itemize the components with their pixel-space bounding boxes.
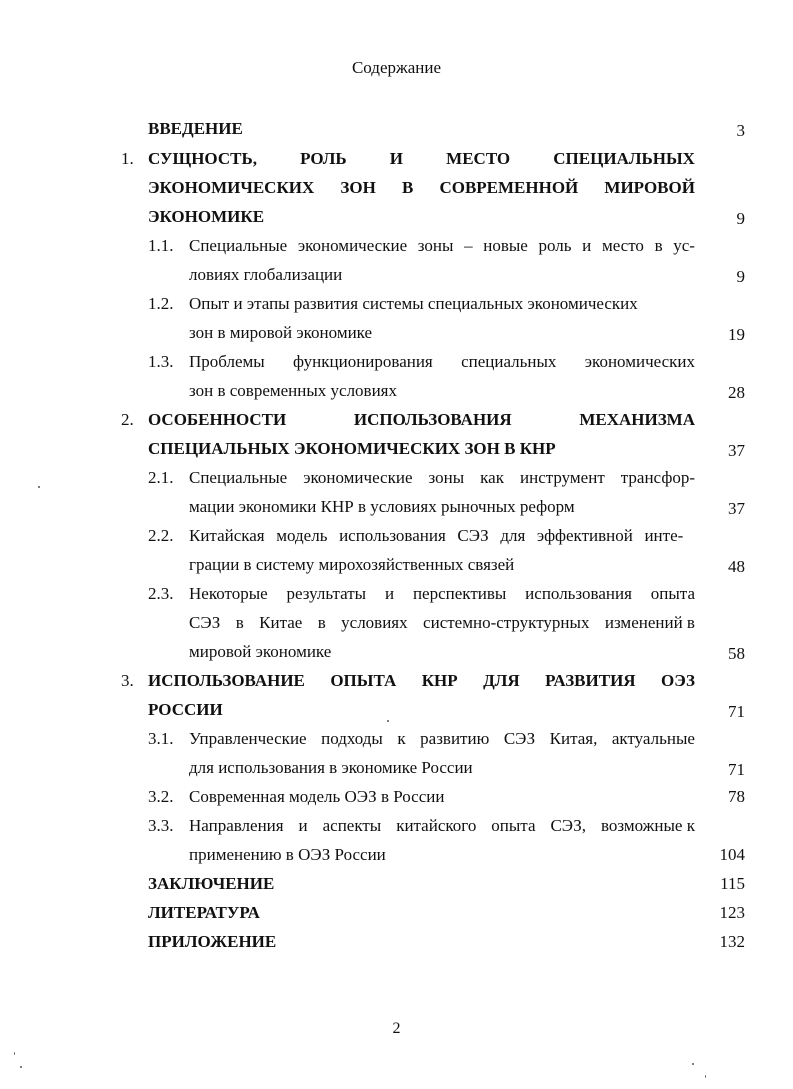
toc-1-1-w8: место bbox=[601, 236, 644, 255]
toc-conclusion-page: 115 bbox=[720, 874, 745, 893]
toc-1-3-number: 1.3. bbox=[148, 352, 174, 371]
toc-literature-page: 123 bbox=[719, 903, 745, 922]
toc-2-3-w9: Китае bbox=[259, 613, 303, 632]
toc-2-1-w4: как bbox=[480, 468, 504, 487]
toc-3-1-w3: к bbox=[397, 729, 406, 748]
toc-2-3-line1[interactable] bbox=[189, 584, 695, 604]
toc-2-3-w8: в bbox=[235, 613, 244, 632]
toc-3-3-w2: и bbox=[298, 816, 308, 835]
toc-3-3-w3: аспекты bbox=[322, 816, 382, 835]
toc-3-2-page: 78 bbox=[728, 787, 745, 806]
toc-ch1-number: 1. bbox=[121, 149, 134, 168]
scan-speck bbox=[705, 1075, 706, 1078]
toc-ch3-w1: ИСПОЛЬЗОВАНИЕ bbox=[148, 671, 305, 690]
toc-ch1-w2: РОЛЬ bbox=[300, 149, 347, 168]
toc-3-1-w7: актуальные bbox=[611, 729, 695, 748]
toc-2-3-w6: опыта bbox=[650, 584, 695, 603]
toc-ch3-line2[interactable]: РОССИИ bbox=[148, 700, 223, 719]
toc-appendix-title[interactable]: ПРИЛОЖЕНИЕ bbox=[148, 932, 277, 951]
toc-1-3-line2[interactable]: зон в современных условиях bbox=[189, 381, 398, 400]
toc-3-3-line2[interactable]: применению в ОЭЗ России bbox=[189, 845, 386, 864]
toc-ch1-w5: СПЕЦИАЛЬНЫХ bbox=[553, 149, 695, 168]
toc-2-1-number: 2.1. bbox=[148, 468, 174, 487]
toc-ch1-w7: ЗОН bbox=[340, 178, 376, 197]
toc-3-2-line1[interactable]: Современная модель ОЭЗ в России bbox=[189, 787, 445, 806]
toc-1-2-line1[interactable]: Опыт и этапы развития системы специальных экономических bbox=[189, 294, 638, 313]
toc-1-1-w4: – bbox=[464, 236, 473, 255]
toc-2-2-w3: использования bbox=[339, 526, 446, 545]
toc-ch2-w1: ОСОБЕННОСТИ bbox=[148, 410, 287, 429]
toc-1-1-w5: новые bbox=[483, 236, 528, 255]
page-number: 2 bbox=[392, 1020, 401, 1037]
toc-3-3-number: 3.3. bbox=[148, 816, 174, 835]
toc-ch3-w3: КНР bbox=[421, 671, 458, 690]
toc-ch1-w8: В bbox=[401, 178, 414, 197]
toc-3-1-w4: развитию bbox=[420, 729, 490, 748]
toc-1-3-line1[interactable] bbox=[189, 352, 695, 372]
toc-2-2-w7: инте- bbox=[644, 526, 684, 545]
toc-ch2-line1[interactable] bbox=[148, 410, 695, 430]
scan-speck bbox=[14, 1052, 15, 1055]
toc-ch1-line2[interactable] bbox=[148, 178, 695, 198]
toc-ch2-number: 2. bbox=[121, 410, 134, 429]
toc-2-2-number: 2.2. bbox=[148, 526, 174, 545]
toc-3-1-page: 71 bbox=[728, 760, 745, 779]
toc-1-3-page: 28 bbox=[728, 383, 745, 402]
toc-2-3-w12: системно-структурных bbox=[423, 613, 590, 632]
toc-ch1-w1: СУЩНОСТЬ, bbox=[148, 149, 257, 168]
toc-ch3-w6: ОЭЗ bbox=[661, 671, 695, 690]
toc-3-3-line1[interactable] bbox=[189, 816, 695, 836]
toc-2-3-w11: условиях bbox=[341, 613, 408, 632]
toc-2-3-w13: изменений в bbox=[604, 613, 695, 632]
toc-2-1-line1[interactable] bbox=[189, 468, 695, 488]
toc-1-1-w3: зоны bbox=[417, 236, 454, 255]
toc-1-1-w7: и bbox=[582, 236, 592, 255]
scan-speck bbox=[692, 1063, 694, 1065]
toc-2-2-w5: для bbox=[500, 526, 526, 545]
toc-2-3-w5: использования bbox=[525, 584, 632, 603]
toc-1-3-w4: экономических bbox=[584, 352, 695, 371]
toc-ch1-w3: И bbox=[389, 149, 404, 168]
toc-2-3-line3[interactable]: мировой экономике bbox=[189, 642, 332, 661]
toc-literature-title[interactable]: ЛИТЕРАТУРА bbox=[148, 903, 260, 922]
toc-ch2-w3: МЕХАНИЗМА bbox=[579, 410, 695, 429]
toc-3-1-w5: СЭЗ bbox=[503, 729, 536, 748]
toc-conclusion-title[interactable]: ЗАКЛЮЧЕНИЕ bbox=[148, 874, 275, 893]
toc-3-1-line2[interactable]: для использования в экономике России bbox=[189, 758, 473, 777]
toc-ch2-line2[interactable]: СПЕЦИАЛЬНЫХ ЭКОНОМИЧЕСКИХ ЗОН В КНР bbox=[148, 439, 556, 458]
toc-1-2-page: 19 bbox=[728, 325, 745, 344]
toc-1-1-w9: в bbox=[654, 236, 663, 255]
toc-2-1-w2: экономические bbox=[303, 468, 413, 487]
toc-2-3-w10: в bbox=[317, 613, 326, 632]
toc-3-1-w2: подходы bbox=[321, 729, 383, 748]
toc-intro-page: 3 bbox=[736, 121, 745, 140]
toc-2-3-w1: Некоторые bbox=[189, 584, 268, 603]
toc-ch3-w4: ДЛЯ bbox=[483, 671, 520, 690]
toc-1-1-page: 9 bbox=[736, 267, 745, 286]
toc-2-3-w3: и bbox=[384, 584, 395, 603]
toc-2-2-line1[interactable] bbox=[189, 526, 695, 546]
toc-1-1-line2[interactable]: ловиях глобализации bbox=[189, 265, 343, 284]
page-title: Содержание bbox=[351, 58, 442, 77]
toc-ch3-w2: ОПЫТА bbox=[330, 671, 397, 690]
toc-3-1-line1[interactable] bbox=[189, 729, 695, 749]
toc-ch2-w2: ИСПОЛЬЗОВАНИЯ bbox=[353, 410, 512, 429]
toc-ch3-number: 3. bbox=[121, 671, 134, 690]
toc-ch1-line1[interactable] bbox=[148, 149, 695, 169]
toc-1-1-w2: экономические bbox=[297, 236, 408, 255]
toc-3-1-w6: Китая, bbox=[549, 729, 598, 748]
toc-2-1-w6: трансфор- bbox=[620, 468, 695, 487]
toc-3-3-w1: Направления bbox=[189, 816, 284, 835]
toc-2-2-w6: эффективной bbox=[536, 526, 633, 545]
scan-speck bbox=[387, 720, 389, 722]
toc-2-3-w2: результаты bbox=[286, 584, 367, 603]
toc-2-2-w4: СЭЗ bbox=[457, 526, 489, 545]
toc-1-1-w6: роль bbox=[538, 236, 572, 255]
toc-2-2-w1: Китайская bbox=[189, 526, 265, 545]
toc-1-1-line1[interactable] bbox=[189, 236, 695, 256]
toc-3-3-w7: возможные к bbox=[600, 816, 695, 835]
toc-intro-title[interactable]: ВВЕДЕНИЕ bbox=[148, 119, 243, 138]
toc-1-2-number: 1.2. bbox=[148, 294, 174, 313]
toc-3-3-w6: СЭЗ, bbox=[550, 816, 586, 835]
toc-1-1-w1: Специальные bbox=[189, 236, 288, 255]
scan-speck bbox=[20, 1066, 22, 1068]
toc-1-2-line2[interactable]: зон в мировой экономике bbox=[189, 323, 373, 342]
toc-2-3-page: 58 bbox=[728, 644, 745, 663]
toc-ch3-w5: РАЗВИТИЯ bbox=[545, 671, 636, 690]
toc-2-3-w4: перспективы bbox=[412, 584, 507, 603]
toc-2-1-w5: инструмент bbox=[520, 468, 605, 487]
toc-1-1-w10: ус- bbox=[673, 236, 695, 255]
toc-2-2-w2: модель bbox=[276, 526, 328, 545]
toc-2-2-line2[interactable]: грации в систему мирохозяйственных связей bbox=[189, 555, 515, 574]
scan-speck bbox=[38, 486, 40, 488]
toc-3-2-number: 3.2. bbox=[148, 787, 174, 806]
toc-1-3-w1: Проблемы bbox=[189, 352, 265, 371]
toc-2-1-w1: Специальные bbox=[189, 468, 288, 487]
toc-3-3-w4: китайского bbox=[396, 816, 477, 835]
toc-3-3-page: 104 bbox=[719, 845, 745, 864]
toc-ch1-line3[interactable]: ЭКОНОМИКЕ bbox=[148, 207, 265, 226]
toc-2-3-line2[interactable] bbox=[189, 613, 695, 633]
toc-1-3-w2: функционирования bbox=[293, 352, 433, 371]
toc-2-3-number: 2.3. bbox=[148, 584, 174, 603]
toc-3-1-number: 3.1. bbox=[148, 729, 174, 748]
toc-2-3-w7: СЭЗ bbox=[189, 613, 221, 632]
toc-2-2-page: 48 bbox=[728, 557, 745, 576]
toc-1-1-number: 1.1. bbox=[148, 236, 174, 255]
toc-appendix-page: 132 bbox=[719, 932, 745, 951]
toc-ch2-page: 37 bbox=[728, 441, 745, 460]
toc-ch1-page: 9 bbox=[736, 209, 745, 228]
toc-ch3-page: 71 bbox=[728, 702, 745, 721]
toc-2-1-line2[interactable]: мации экономики КНР в условиях рыночных реформ bbox=[189, 497, 575, 516]
toc-2-1-w3: зоны bbox=[428, 468, 465, 487]
toc-3-1-w1: Управленческие bbox=[189, 729, 307, 748]
toc-ch3-line1[interactable] bbox=[148, 671, 695, 691]
toc-ch1-w9: СОВРЕМЕННОЙ bbox=[439, 178, 579, 197]
toc-2-1-page: 37 bbox=[728, 499, 745, 518]
toc-ch1-w6: ЭКОНОМИЧЕСКИХ bbox=[148, 178, 315, 197]
toc-ch1-w4: МЕСТО bbox=[446, 149, 511, 168]
toc-3-3-w5: опыта bbox=[491, 816, 536, 835]
toc-1-3-w3: специальных bbox=[461, 352, 557, 371]
toc-ch1-w10: МИРОВОЙ bbox=[604, 178, 695, 197]
